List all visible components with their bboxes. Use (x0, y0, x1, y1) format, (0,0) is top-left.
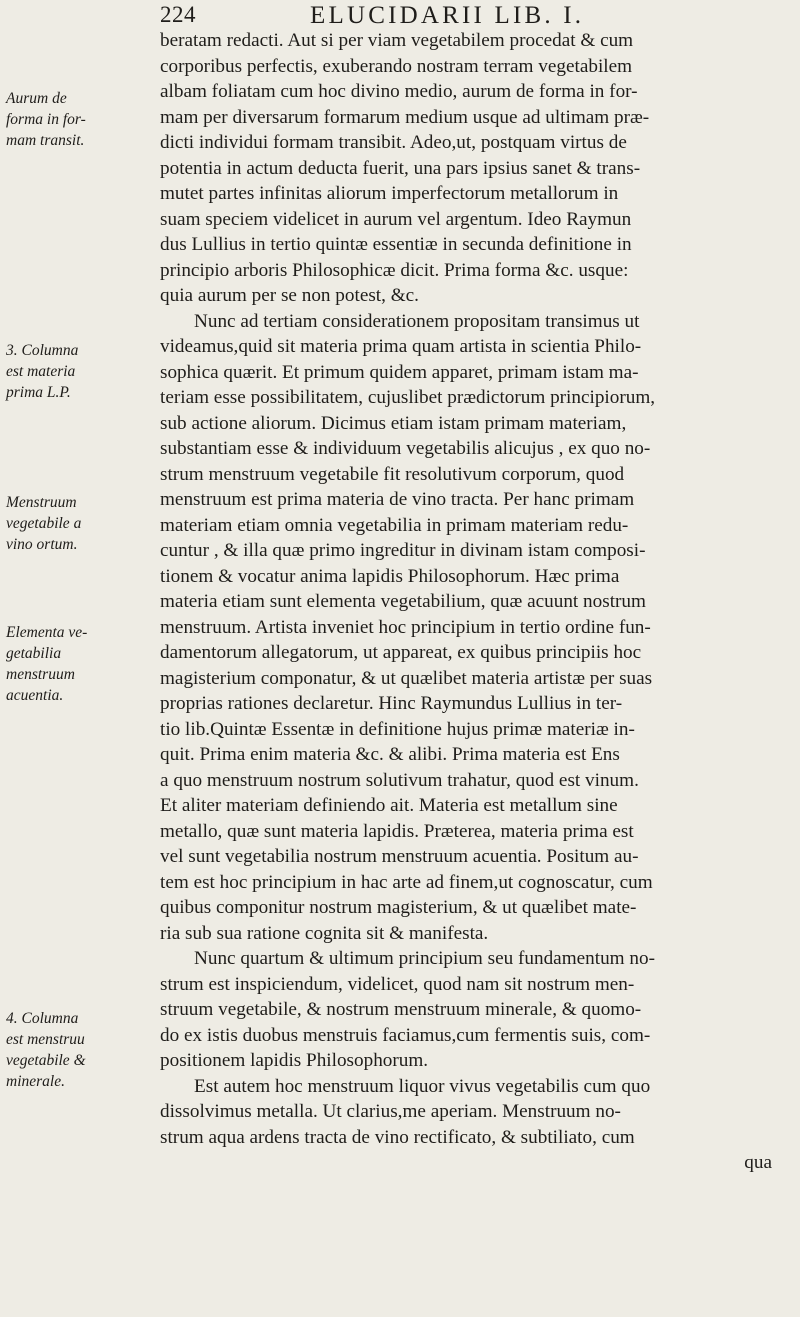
text-line: quit. Prima enim materia &c. & alibi. Prima materia est Ens (160, 744, 620, 765)
body-text (160, 28, 794, 1176)
text-line: tionem & vocatur anima lapidis Philosophorum. Hæc prima (160, 565, 620, 587)
margin-note-line: Aurum de (6, 90, 67, 107)
margin-note-line: vegetabile a (6, 515, 82, 532)
margin-note-line: vino ortum. (6, 536, 78, 553)
text-line: Nunc ad tertiam considerationem propositam transimus ut (194, 310, 640, 332)
margin-note-line: 4. Columna (6, 1010, 79, 1027)
text-line: strum est inspiciendum, videlicet, quod nam sit nostrum men- (160, 973, 635, 995)
margin-note-line: est menstruu (6, 1031, 85, 1048)
text-line: potentia in actum deducta fuerit, una pars ipsius sanet & trans- (160, 157, 641, 179)
margin-note-line: getabilia (6, 645, 62, 662)
running-head: ELUCIDARII LIB. I. (310, 2, 585, 29)
text-line: materiam etiam omnia vegetabilia in primam materiam redu- (160, 514, 629, 536)
margin-note-line: Elementa ve- (6, 624, 88, 641)
margin-note-line: minerale. (6, 1073, 65, 1090)
text-line: proprias rationes declaretur. Hinc Raymundus Lullius in ter- (160, 693, 623, 714)
margin-note-line: acuentia. (6, 687, 64, 704)
text-line: struum vegetabile, & nostrum menstruum minerale, & quomo- (160, 999, 642, 1020)
text-line: damentorum allegatorum, ut appareat, ex quibus principiis hoc (160, 642, 642, 663)
text-line: videamus,quid sit materia prima quam artista in scientia Philo- (160, 336, 642, 357)
margin-note-line: forma in for- (6, 111, 86, 128)
margin-note (6, 88, 156, 151)
margin-note-line: prima L.P. (6, 384, 71, 401)
text-line: substantiam esse & individuum vegetabilis alicujus , ex quo no- (160, 438, 651, 459)
text-line: vel sunt vegetabilia nostrum menstruum acuentia. Positum au- (160, 846, 639, 867)
text-line: sub actione aliorum. Dicimus etiam istam primam materiam, (160, 412, 627, 434)
text-line: mam per diversarum formarum medium usque ad ultimam præ- (160, 106, 650, 128)
text-line: dus Lullius in tertio quintæ essentiæ in secunda definitione in (160, 234, 632, 255)
margin-note-line: vegetabile & (6, 1052, 86, 1069)
text-line: suam speciem videlicet in aurum vel argentum. Ideo Raymun (160, 208, 632, 230)
page-number: 224 (160, 2, 196, 27)
text-line: do ex istis duobus menstruis faciamus,cum fermentis suis, com- (160, 1024, 651, 1046)
text-line: tio lib.Quintæ Essentæ in definitione hujus primæ materiæ in- (160, 718, 635, 740)
text-line: Nunc quartum & ultimum principium seu fundamentum no- (194, 948, 655, 969)
text-line: metallo, quæ sunt materia lapidis. Præterea, materia prima est (160, 820, 634, 842)
text-line: albam foliatam cum hoc divino medio, aurum de forma in for- (160, 81, 638, 102)
catchword: qua (744, 1152, 772, 1173)
margin-note-line: est materia (6, 363, 76, 380)
margin-note (6, 492, 156, 555)
text-line: teriam esse possibilitatem, cujuslibet prædictorum principiorum, (160, 387, 656, 408)
text-line: beratam redacti. Aut si per viam vegetabilem procedat & cum (160, 30, 634, 51)
text-line: magisterium componatur, & ut quælibet materia artistæ per suas (160, 667, 653, 689)
text-line: Et aliter materiam definiendo ait. Materia est metallum sine (160, 795, 618, 816)
margin-note (6, 1008, 156, 1092)
text-line: menstruum est prima materia de vino tracta. Per hanc primam (160, 489, 635, 510)
margin-note-line: Menstruum (6, 494, 77, 511)
text-line: menstruum. Artista inveniet hoc principium in tertio ordine fun- (160, 616, 651, 638)
text-line: ria sub sua ratione cognita sit & manifesta. (160, 922, 489, 944)
text-line: positionem lapidis Philosophorum. (160, 1050, 429, 1071)
text-line: strum menstruum vegetabile fit resolutivum corporum, quod (160, 463, 625, 485)
margin-note (6, 340, 156, 403)
text-line: quia aurum per se non potest, &c. (160, 285, 419, 306)
margin-note (6, 622, 156, 706)
text-line: quibus componitur nostrum magisterium, & ut quælibet mate- (160, 897, 637, 918)
margin-note-line: mam transit. (6, 132, 85, 149)
text-line: Est autem hoc menstruum liquor vivus vegetabilis cum quo (194, 1075, 651, 1097)
margin-note-line: menstruum (6, 666, 75, 683)
text-line: mutet partes infinitas aliorum imperfectorum metallorum in (160, 183, 619, 204)
text-line: strum aqua ardens tracta de vino rectificato, & subtiliato, cum (160, 1126, 635, 1148)
text-line: a quo menstruum nostrum solutivum trahatur, quod est vinum. (160, 769, 639, 791)
margin-note-line: 3. Columna (6, 342, 79, 359)
text-line: materia etiam sunt elementa vegetabilium, quæ acuunt nostrum (160, 591, 646, 612)
text-line: dicti individui formam transibit. Adeo,ut, postquam virtus de (160, 132, 627, 153)
text-line: principio arboris Philosophicæ dicit. Prima forma &c. usque: (160, 259, 629, 281)
text-line: tem est hoc principium in hac arte ad finem,ut cognoscatur, cum (160, 871, 653, 893)
text-line: corporibus perfectis, exuberando nostram terram vegetabilem (160, 55, 633, 77)
text-line: sophica quærit. Et primum quidem apparet, primam istam ma- (160, 361, 639, 383)
text-line: dissolvimus metalla. Ut clarius,me aperiam. Menstruum no- (160, 1101, 621, 1122)
text-line: cuntur , & illa quæ primo ingreditur in divinam istam composi- (160, 540, 646, 561)
